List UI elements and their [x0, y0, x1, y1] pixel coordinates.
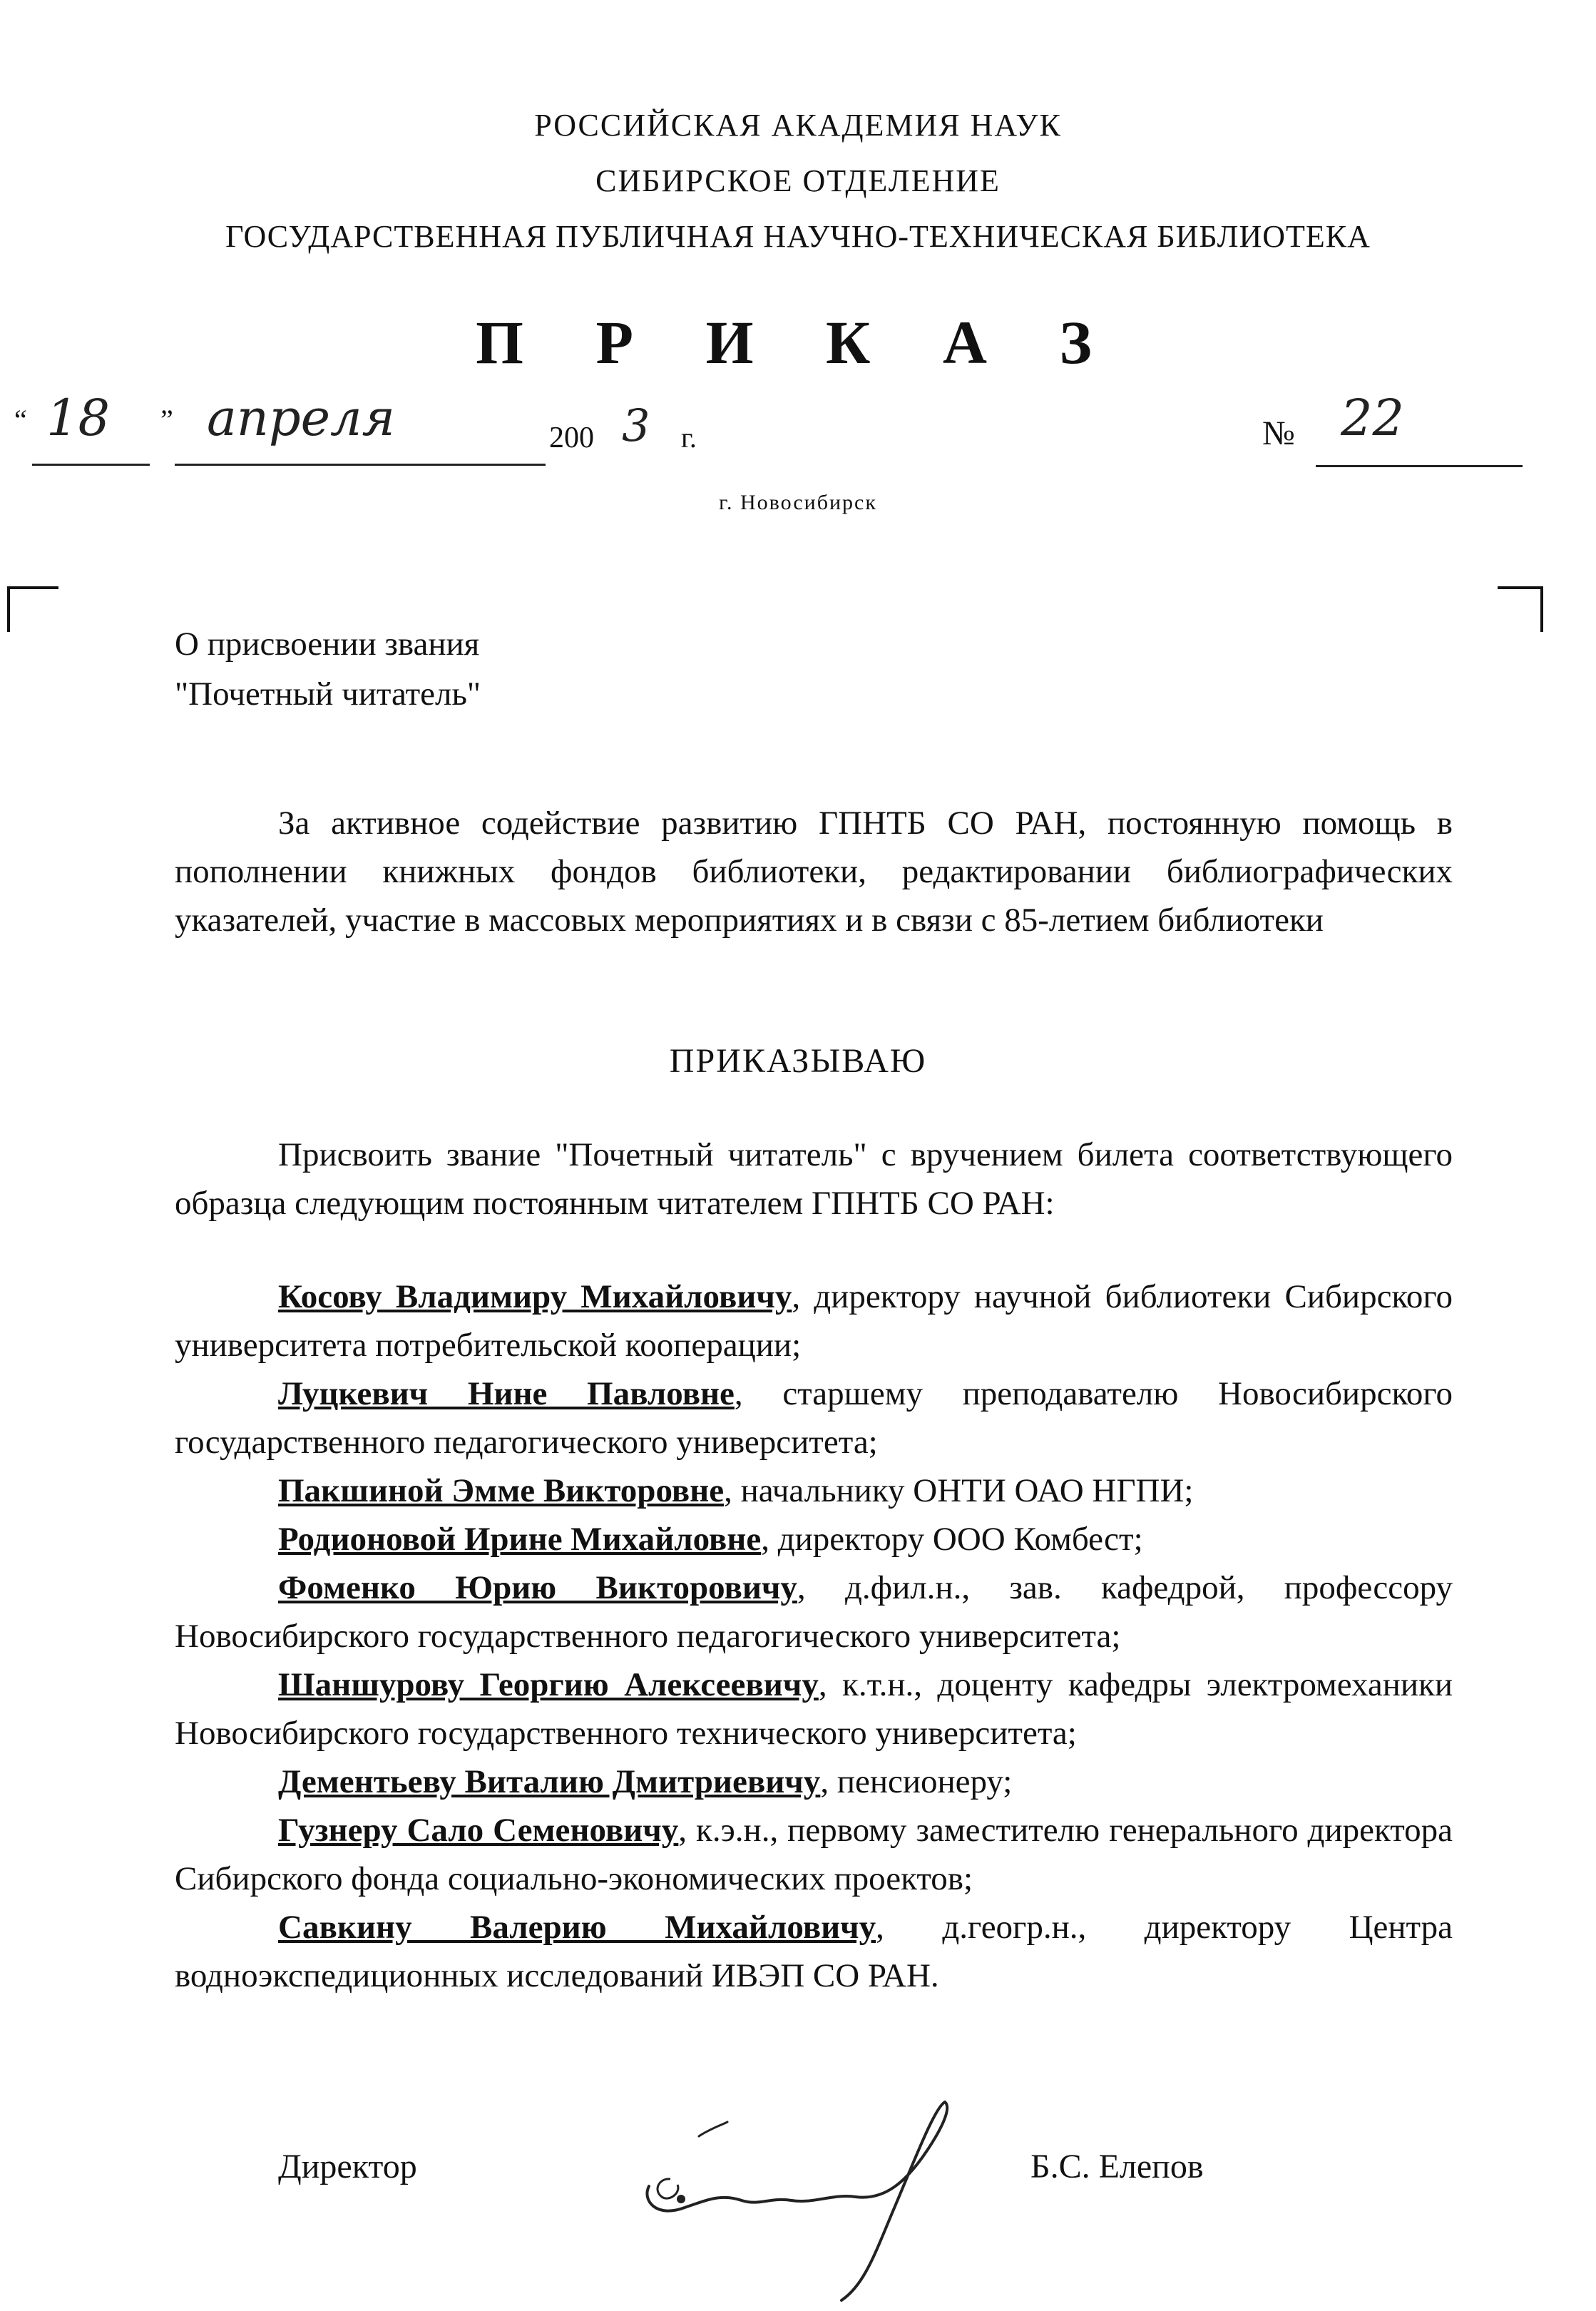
awardee-name: Дементьеву Виталию Дмитриевичу — [278, 1763, 821, 1800]
awardee-item — [175, 1758, 1453, 1806]
order-word: ПРИКАЗЫВАЮ — [669, 1042, 927, 1080]
date-month-underline — [175, 464, 546, 466]
awardee-position: , д.фил.н., зав. кафедрой, профессору Новосибирского государственного педагогического университета; — [175, 1569, 1453, 1655]
date-day-underline — [32, 464, 150, 466]
city: г. Новосибирск — [719, 491, 877, 514]
order-subject — [175, 619, 481, 719]
date-month: апреля — [207, 389, 395, 447]
awardee-item — [175, 1660, 1453, 1758]
awardee-name: Родионовой Ирине Михайловне — [278, 1521, 762, 1558]
date-year-prefix: 200 — [549, 422, 594, 454]
awardee-item — [175, 1903, 1453, 2000]
subject-line-1: О присвоении звания — [175, 626, 480, 663]
awardee-position: , старшему преподавателю Новосибирского государственного педагогического университета; — [175, 1375, 1453, 1461]
awardee-name: Фоменко Юрию Викторовичу — [278, 1569, 797, 1606]
date-year-digit: 3 — [622, 399, 650, 452]
order-number-underline — [1316, 465, 1523, 467]
awardee-name: Савкину Валерию Михайловичу — [278, 1909, 876, 1946]
awardee-name: Шаншурову Георгию Алексеевичу — [278, 1666, 819, 1703]
awardee-name: Гузнеру Сало Семеновичу — [278, 1812, 679, 1849]
awardee-position: , к.т.н., доценту кафедры электромеханики Новосибирского государственного технического университета; — [175, 1666, 1453, 1752]
document-type-title: П Р И К А З — [476, 308, 1120, 377]
awardee-position: , пенсионеру; — [820, 1763, 1013, 1800]
org-line-3: ГОСУДАРСТВЕННАЯ ПУБЛИЧНАЯ НАУЧНО-ТЕХНИЧЕСКАЯ БИБЛИОТЕКА — [225, 219, 1371, 254]
signatory-name: Б.С. Елепов — [1030, 2148, 1204, 2185]
awardee-name: Косову Владимиру Михайловичу — [278, 1278, 792, 1315]
order-text-paragraph: Присвоить звание "Почетный читатель" с вручением билета соответствующего образца следующим постоянным читателем ГПНТБ СО РАН: — [175, 1136, 1453, 1222]
awardee-position: , к.э.н., первому заместителю генерального директора Сибирского фонда социально-экономических проектов; — [175, 1812, 1453, 1897]
corner-mark-right — [1498, 586, 1543, 632]
corner-mark-left — [7, 586, 58, 632]
awardee-list — [175, 1272, 1453, 2000]
awardee-item — [175, 1806, 1453, 1903]
awardee-item — [175, 1272, 1453, 1369]
subject-line-2: "Почетный читатель" — [175, 675, 481, 713]
date-day: 18 — [46, 389, 111, 447]
awardee-name: Луцкевич Нине Павловне — [278, 1375, 735, 1412]
handwritten-signature — [628, 2093, 998, 2307]
order-number-label: № — [1262, 414, 1295, 452]
awardee-position: , директору научной библиотеки Сибирского университета потребительской кооперации; — [175, 1278, 1453, 1364]
awardee-position: , д.геогр.н., директору Центра водноэкспедиционных исследований ИВЭП СО РАН. — [175, 1909, 1453, 1994]
order-number-value: 22 — [1341, 389, 1405, 447]
date-close-quote: ” — [160, 404, 173, 436]
org-line-1: РОССИЙСКАЯ АКАДЕМИЯ НАУК — [534, 108, 1062, 143]
org-line-2: СИБИРСКОЕ ОТДЕЛЕНИЕ — [595, 163, 1001, 198]
awardee-name: Пакшиной Эмме Викторовне — [278, 1472, 725, 1509]
awardee-position: , начальнику ОНТИ ОАО НГПИ; — [724, 1472, 1194, 1509]
awardee-item — [175, 1466, 1453, 1515]
awardee-item — [175, 1515, 1453, 1563]
date-year-suffix: г. — [681, 422, 697, 454]
awardee-position: , директору ООО Комбест; — [761, 1521, 1143, 1558]
preamble-paragraph: За активное содействие развитию ГПНТБ СО РАН, постоянную помощь в пополнении книжных фондов библиотеки, редактировании библиографических указателей, участие в массовых мероприятиях и в связи с 85-летием библиотеки — [175, 805, 1453, 939]
awardee-item — [175, 1563, 1453, 1660]
date-open-quote: “ — [14, 404, 27, 436]
signatory-title: Директор — [278, 2148, 417, 2185]
awardee-item — [175, 1369, 1453, 1466]
